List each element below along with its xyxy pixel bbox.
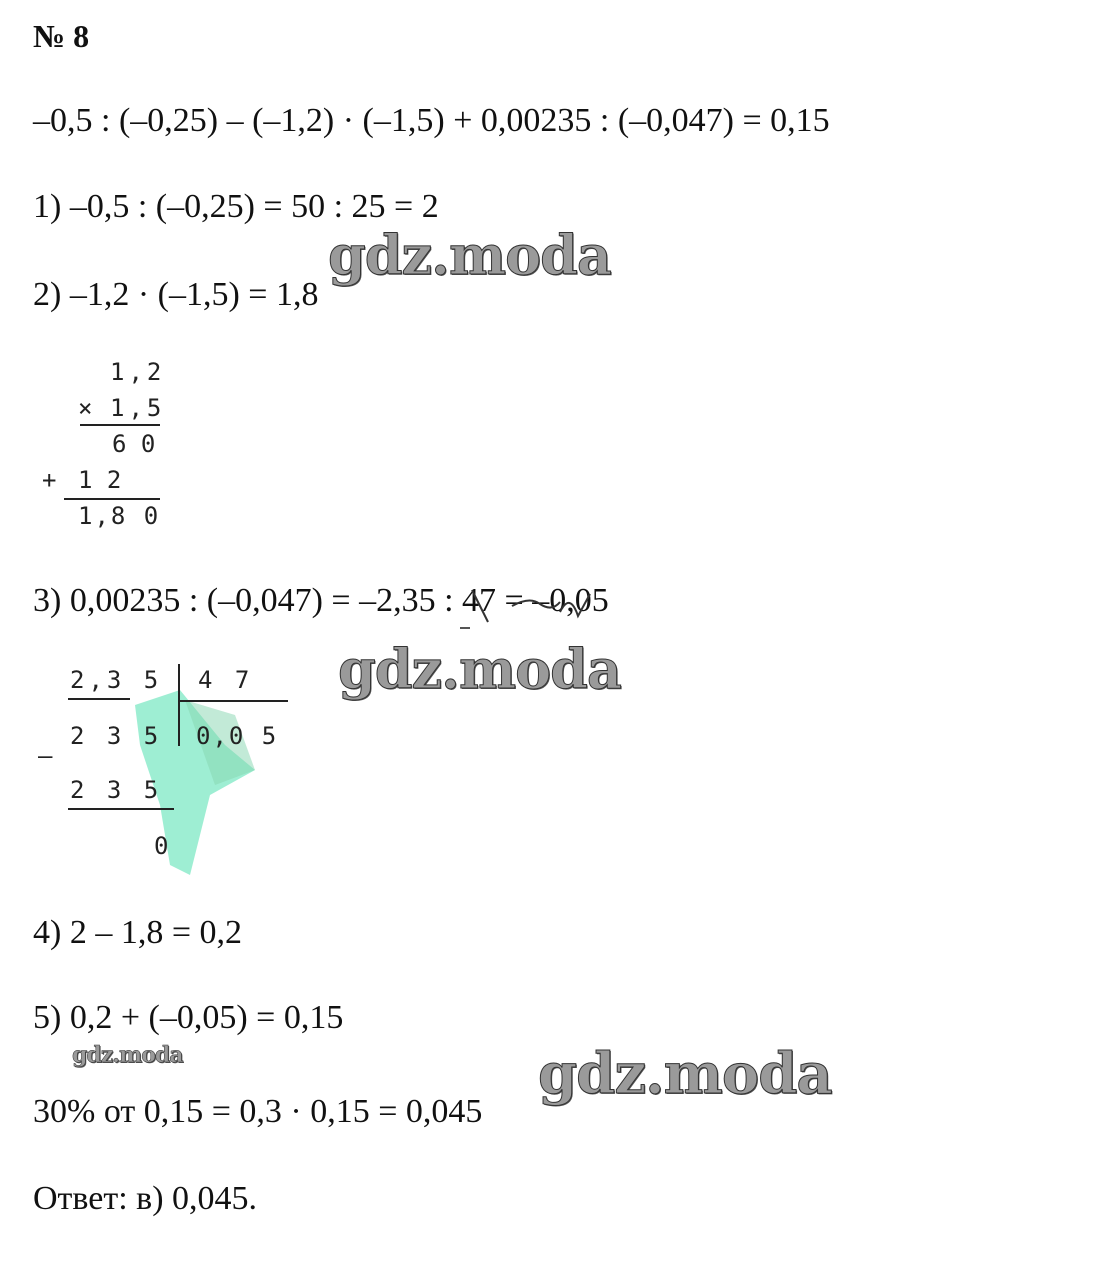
mult-rule-1 (80, 424, 160, 426)
div-divisor-underline (180, 700, 288, 702)
div-dividend: 2,3 5 (70, 666, 163, 694)
step-4: 4) 2 – 1,8 = 0,2 (33, 914, 242, 951)
mult-partial1: 6 0 (112, 430, 156, 458)
step-1: 1) –0,5 : (–0,25) = 50 : 25 = 2 (33, 188, 439, 225)
mult-sign: × (78, 394, 93, 422)
watermark: gdz.moda (72, 1042, 183, 1068)
step-2: 2) –1,2 · (–1,5) = 1,8 (33, 276, 319, 313)
percent-calculation: 30% от 0,15 = 0,3 · 0,15 = 0,045 (33, 1093, 483, 1130)
watermark: gdz.moda (328, 223, 611, 287)
division-column (38, 664, 318, 864)
multiplication-column (40, 356, 180, 536)
mult-row1: 1,2 (110, 358, 166, 386)
div-dividend-underline (68, 698, 130, 700)
step-5: 5) 0,2 + (–0,05) = 0,15 (33, 999, 344, 1036)
problem-title: № 8 (33, 18, 90, 54)
step-3: 3) 0,00235 : (–0,047) = –2,35 : 47 = –0,05 (33, 582, 609, 619)
div-vertical-bar (178, 664, 180, 746)
mult-rule-2 (64, 498, 160, 500)
div-result-rule (68, 808, 174, 810)
answer: Ответ: в) 0,045. (33, 1180, 258, 1217)
watermark: gdz.moda (538, 1041, 832, 1107)
add-sign: + (42, 466, 57, 494)
scribble-marks (460, 582, 660, 632)
mult-partial2: 1 2 (78, 466, 122, 494)
mult-row2: 1,5 (110, 394, 166, 422)
div-quotient: 0,0 5 (196, 722, 279, 750)
div-remainder-line: 2 3 5 (70, 776, 163, 804)
div-minus-sign: – (38, 742, 53, 770)
div-subtrahend: 2 3 5 (70, 722, 163, 750)
main-expression: –0,5 : (–0,25) – (–1,2) · (–1,5) + 0,00235 : (–0,047) = 0,15 (33, 102, 830, 139)
div-remainder: 0 (154, 832, 169, 860)
div-divisor: 4 7 (198, 666, 254, 694)
watermark: gdz.moda (338, 637, 621, 701)
mult-result: 1,8 0 (78, 502, 161, 530)
